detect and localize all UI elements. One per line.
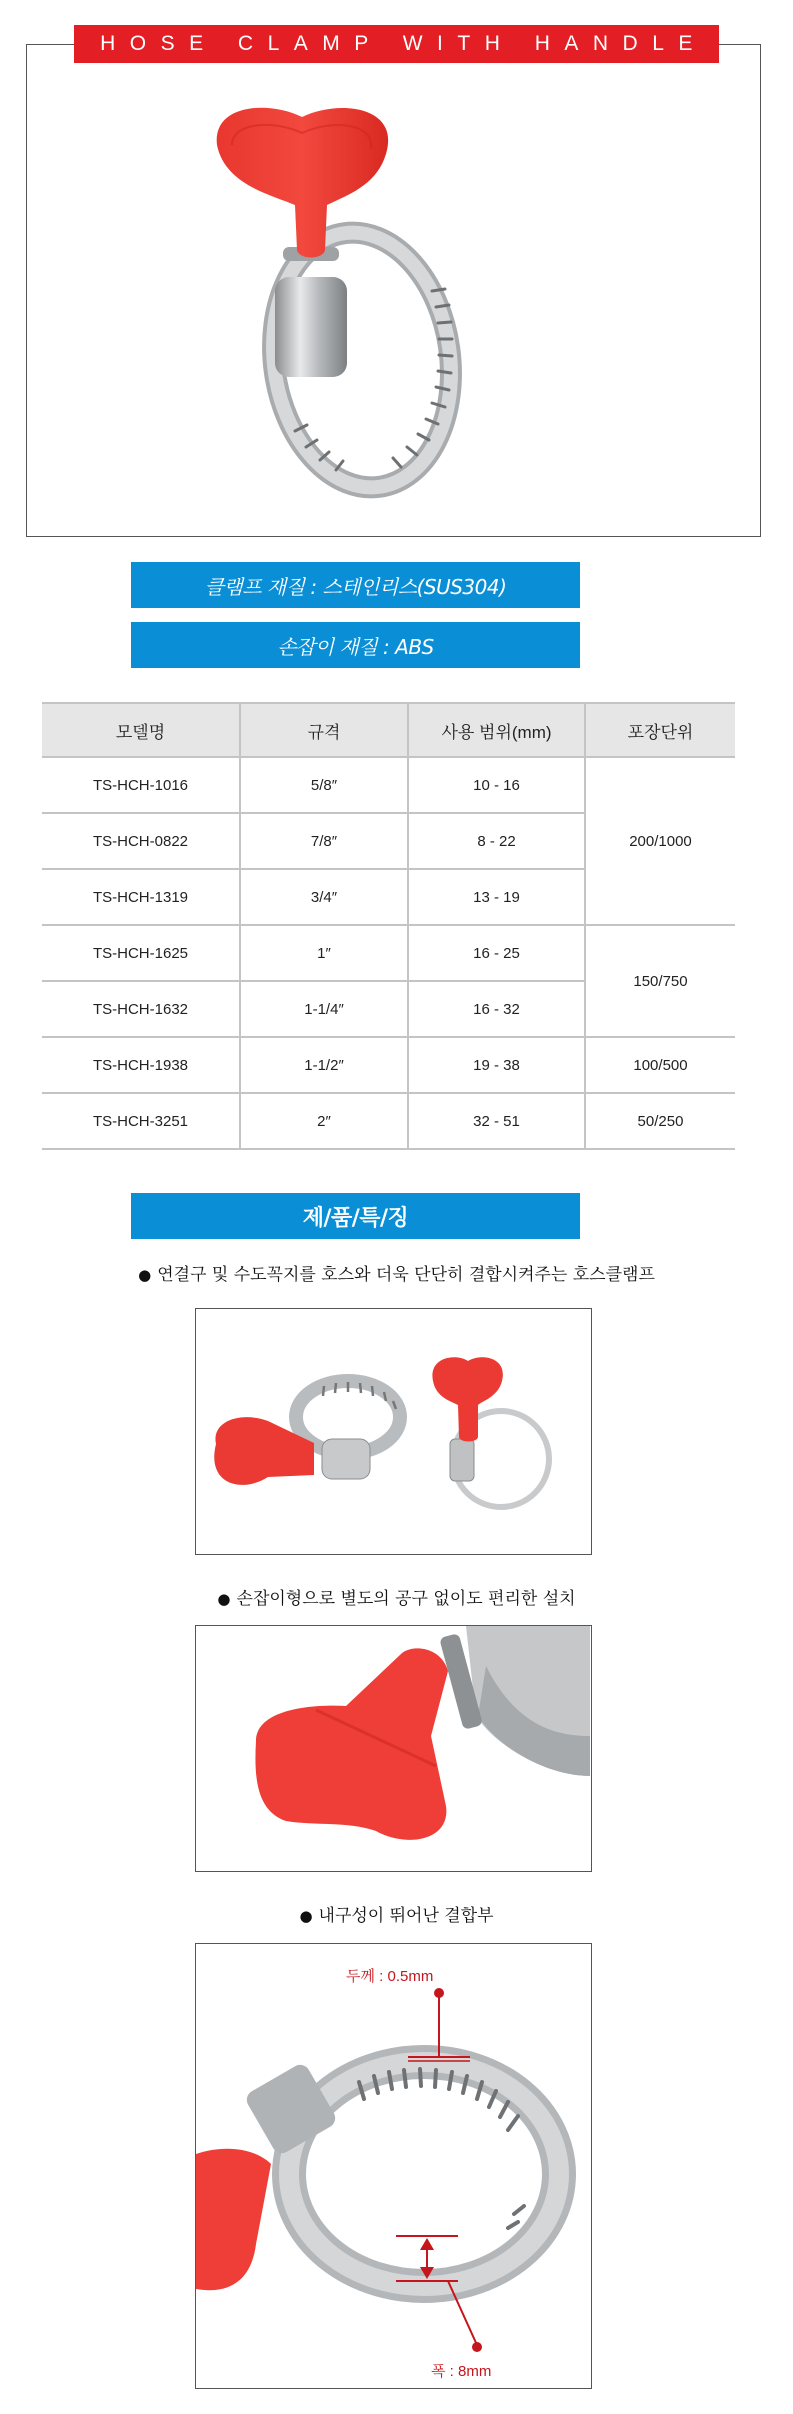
cell-pack: 50/250: [585, 1093, 735, 1149]
cell-model: TS-HCH-1319: [42, 869, 240, 925]
cell-pack: 150/750: [585, 925, 735, 1037]
cell-model: TS-HCH-0822: [42, 813, 240, 869]
cell-range: 16 - 32: [408, 981, 585, 1037]
bullet-dot-icon: ●: [138, 1266, 152, 1284]
annotation-dot-icon: [472, 2342, 482, 2352]
width-label: 폭 : 8mm: [431, 2363, 492, 2380]
table-row: [42, 1037, 735, 1093]
clamp-material-bar: 클램프 재질 : 스테인리스(SUS304): [131, 562, 580, 608]
feature-image-band-dimensions: [195, 1943, 592, 2389]
handle-closeup-image: [196, 1626, 590, 1870]
cell-size: 5/8″: [240, 757, 408, 813]
arrow-up-icon: [420, 2238, 434, 2250]
bullet-dot-icon: ●: [299, 1907, 313, 1925]
feature-bullet-3: [0, 1901, 793, 1926]
cell-range: 19 - 38: [408, 1037, 585, 1093]
page-title-banner: HOSE CLAMP WITH HANDLE: [74, 25, 719, 63]
features-title-bar: 제/품/특/징: [131, 1193, 580, 1239]
feature-text: 내구성이 뛰어난 결합부: [318, 1906, 494, 1926]
feature-image-handle-closeup: [195, 1625, 592, 1872]
handle-material-bar: 손잡이 재질 : ABS: [131, 622, 580, 668]
feature-text: 손잡이형으로 별도의 공구 없이도 편리한 설치: [236, 1589, 576, 1609]
cell-range: 13 - 19: [408, 869, 585, 925]
cell-size: 7/8″: [240, 813, 408, 869]
table-row: [42, 1093, 735, 1149]
two-clamps-image: [196, 1309, 590, 1553]
column-header-pack: 포장단위: [585, 703, 735, 757]
thickness-label: 두께 : 0.5mm: [346, 1968, 434, 1985]
spec-table: [42, 702, 735, 1150]
cell-size: 2″: [240, 1093, 408, 1149]
bullet-dot-icon: ●: [217, 1590, 231, 1608]
hero-image-frame: [26, 44, 761, 537]
feature-bullet-1: [0, 1260, 793, 1285]
cell-range: 8 - 22: [408, 813, 585, 869]
column-header-size: 규격: [240, 703, 408, 757]
column-header-range: 사용 범위(mm): [408, 703, 585, 757]
feature-text: 연결구 및 수도꼭지를 호스와 더욱 단단히 결합시켜주는 호스클램프: [157, 1265, 655, 1285]
cell-range: 10 - 16: [408, 757, 585, 813]
cell-model: TS-HCH-1016: [42, 757, 240, 813]
cell-model: TS-HCH-1625: [42, 925, 240, 981]
cell-size: 3/4″: [240, 869, 408, 925]
cell-model: TS-HCH-1938: [42, 1037, 240, 1093]
cell-model: TS-HCH-3251: [42, 1093, 240, 1149]
cell-pack: 100/500: [585, 1037, 735, 1093]
table-row: [42, 925, 735, 981]
table-row: [42, 757, 735, 813]
cell-size: 1″: [240, 925, 408, 981]
hero-clamp-image: [27, 45, 759, 535]
cell-pack: 200/1000: [585, 757, 735, 925]
cell-size: 1-1/4″: [240, 981, 408, 1037]
feature-image-two-clamps: [195, 1308, 592, 1555]
table-header-row: [42, 703, 735, 757]
cell-range: 16 - 25: [408, 925, 585, 981]
cell-range: 32 - 51: [408, 1093, 585, 1149]
band-dimensions-image: [196, 1944, 590, 2387]
cell-model: TS-HCH-1632: [42, 981, 240, 1037]
feature-bullet-2: [0, 1584, 793, 1609]
column-header-model: 모델명: [42, 703, 240, 757]
cell-size: 1-1/2″: [240, 1037, 408, 1093]
